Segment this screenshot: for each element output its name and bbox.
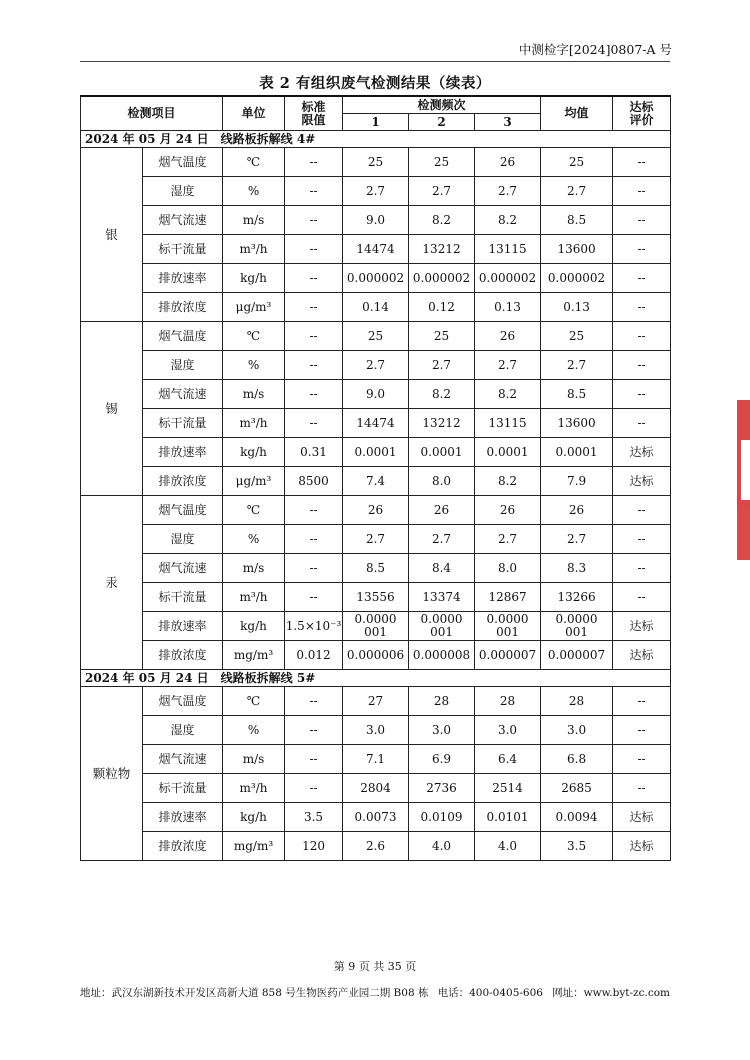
- parameter-cell: 湿度: [143, 716, 223, 745]
- average-cell: 8.5: [541, 380, 613, 409]
- limit-cell: --: [285, 380, 343, 409]
- evaluation-cell: --: [613, 322, 671, 351]
- average-cell: 2685: [541, 774, 613, 803]
- unit-cell: ℃: [223, 322, 285, 351]
- value-3-cell: 2.7: [475, 351, 541, 380]
- table-row: [81, 774, 671, 803]
- parameter-cell: 烟气流速: [143, 554, 223, 583]
- limit-cell: --: [285, 409, 343, 438]
- value-3-cell: 2.7: [475, 177, 541, 206]
- evaluation-cell: --: [613, 687, 671, 716]
- table-row: [81, 264, 671, 293]
- unit-cell: μg/m³: [223, 467, 285, 496]
- col-header-unit: 单位: [223, 96, 285, 131]
- table-row: [81, 206, 671, 235]
- unit-cell: m/s: [223, 380, 285, 409]
- value-3-cell: 0.000007: [475, 641, 541, 670]
- unit-cell: ℃: [223, 687, 285, 716]
- parameter-cell: 烟气温度: [143, 322, 223, 351]
- evaluation-cell: --: [613, 745, 671, 774]
- evaluation-cell: --: [613, 206, 671, 235]
- col-header-item: 检测项目: [81, 96, 223, 131]
- value-1-cell: 0.000006: [343, 641, 409, 670]
- table-row: [81, 612, 671, 641]
- evaluation-cell: --: [613, 293, 671, 322]
- footer: [80, 985, 670, 1000]
- value-1-cell: 27: [343, 687, 409, 716]
- unit-cell: m/s: [223, 206, 285, 235]
- parameter-cell: 烟气温度: [143, 687, 223, 716]
- average-cell: 25: [541, 322, 613, 351]
- value-2-cell: 8.4: [409, 554, 475, 583]
- footer-phone: 电话：400-0405-606: [437, 987, 543, 999]
- value-1-cell: 3.0: [343, 716, 409, 745]
- parameter-cell: 排放速率: [143, 264, 223, 293]
- value-3-cell: 26: [475, 496, 541, 525]
- value-1-cell: 0.14: [343, 293, 409, 322]
- value-3-cell: 12867: [475, 583, 541, 612]
- section-label: 2024 年 05 月 24 日 线路板拆解线 4#: [81, 131, 671, 148]
- value-1-cell: 14474: [343, 409, 409, 438]
- unit-cell: μg/m³: [223, 293, 285, 322]
- value-1-cell: 0.000002: [343, 264, 409, 293]
- value-2-cell: 8.0: [409, 467, 475, 496]
- parameter-cell: 排放浓度: [143, 641, 223, 670]
- average-cell: 0.13: [541, 293, 613, 322]
- average-cell: 13266: [541, 583, 613, 612]
- value-3-cell: 26: [475, 322, 541, 351]
- value-1-cell: 0.0073: [343, 803, 409, 832]
- parameter-cell: 排放浓度: [143, 832, 223, 861]
- col-header-average: 均值: [541, 96, 613, 131]
- value-2-cell: 2.7: [409, 525, 475, 554]
- unit-cell: mg/m³: [223, 832, 285, 861]
- parameter-cell: 烟气流速: [143, 745, 223, 774]
- limit-cell: --: [285, 264, 343, 293]
- footer-website: 网址：www.byt-zc.com: [552, 987, 670, 999]
- parameter-cell: 标干流量: [143, 583, 223, 612]
- table-row: [81, 322, 671, 351]
- average-cell: 0.0094: [541, 803, 613, 832]
- unit-cell: m/s: [223, 554, 285, 583]
- limit-cell: --: [285, 525, 343, 554]
- value-3-cell: 0.13: [475, 293, 541, 322]
- value-3-cell: 26: [475, 148, 541, 177]
- value-1-cell: 9.0: [343, 206, 409, 235]
- test-item: 锡: [81, 322, 143, 496]
- table-row: [81, 716, 671, 745]
- table-row: [81, 583, 671, 612]
- value-3-cell: 6.4: [475, 745, 541, 774]
- value-2-cell: 2736: [409, 774, 475, 803]
- limit-cell: --: [285, 293, 343, 322]
- value-1-cell: 7.1: [343, 745, 409, 774]
- unit-cell: m³/h: [223, 235, 285, 264]
- results-table: [80, 95, 671, 861]
- evaluation-cell: --: [613, 177, 671, 206]
- limit-cell: --: [285, 496, 343, 525]
- parameter-cell: 烟气流速: [143, 206, 223, 235]
- parameter-cell: 湿度: [143, 177, 223, 206]
- average-cell: 3.0: [541, 716, 613, 745]
- value-2-cell: 25: [409, 322, 475, 351]
- table-row: [81, 467, 671, 496]
- table-row: [81, 803, 671, 832]
- limit-cell: --: [285, 322, 343, 351]
- col-header-freq-1: 1: [343, 114, 409, 131]
- parameter-cell: 烟气流速: [143, 380, 223, 409]
- evaluation-cell: 达标: [613, 612, 671, 641]
- parameter-cell: 排放速率: [143, 803, 223, 832]
- value-3-cell: 28: [475, 687, 541, 716]
- evaluation-cell: 达标: [613, 803, 671, 832]
- value-1-cell: 14474: [343, 235, 409, 264]
- value-2-cell: 26: [409, 496, 475, 525]
- average-cell: 2.7: [541, 177, 613, 206]
- unit-cell: kg/h: [223, 803, 285, 832]
- table-row: [81, 554, 671, 583]
- limit-cell: --: [285, 148, 343, 177]
- col-header-frequency: 检测频次: [343, 96, 541, 114]
- evaluation-cell: --: [613, 351, 671, 380]
- value-2-cell: 0.000002: [409, 264, 475, 293]
- unit-cell: %: [223, 525, 285, 554]
- evaluation-cell: --: [613, 380, 671, 409]
- limit-cell: --: [285, 554, 343, 583]
- value-1-cell: 2.6: [343, 832, 409, 861]
- evaluation-cell: --: [613, 148, 671, 177]
- average-cell: 8.5: [541, 206, 613, 235]
- parameter-cell: 烟气温度: [143, 496, 223, 525]
- value-2-cell: 13212: [409, 235, 475, 264]
- test-item: 银: [81, 148, 143, 322]
- value-1-cell: 7.4: [343, 467, 409, 496]
- table-row: [81, 351, 671, 380]
- parameter-cell: 排放速率: [143, 612, 223, 641]
- limit-cell: 0.012: [285, 641, 343, 670]
- table-row: [81, 235, 671, 264]
- average-cell: 3.5: [541, 832, 613, 861]
- parameter-cell: 湿度: [143, 351, 223, 380]
- average-cell: 7.9: [541, 467, 613, 496]
- section-header-row: [81, 131, 671, 148]
- col-header-limit: 标准 限值: [285, 96, 343, 131]
- value-1-cell: 0.0001: [343, 438, 409, 467]
- table-row: [81, 438, 671, 467]
- report-number: 中测检字[2024]0807-A 号: [518, 42, 672, 57]
- unit-cell: %: [223, 716, 285, 745]
- value-2-cell: 0.0109: [409, 803, 475, 832]
- limit-cell: --: [285, 687, 343, 716]
- col-header-freq-3: 3: [475, 114, 541, 131]
- evaluation-cell: 达标: [613, 832, 671, 861]
- parameter-cell: 标干流量: [143, 774, 223, 803]
- unit-cell: m³/h: [223, 409, 285, 438]
- limit-cell: --: [285, 235, 343, 264]
- parameter-cell: 排放浓度: [143, 293, 223, 322]
- limit-cell: --: [285, 745, 343, 774]
- test-item: 汞: [81, 496, 143, 670]
- value-3-cell: 2.7: [475, 525, 541, 554]
- unit-cell: mg/m³: [223, 641, 285, 670]
- value-3-cell: 8.0: [475, 554, 541, 583]
- page-number: 第 9 页 共 35 页: [333, 960, 417, 973]
- col-header-freq-2: 2: [409, 114, 475, 131]
- average-cell: 0.000002: [541, 264, 613, 293]
- table-row: [81, 177, 671, 206]
- table-row: [81, 293, 671, 322]
- results-body: [81, 131, 671, 861]
- evaluation-cell: --: [613, 774, 671, 803]
- value-1-cell: 26: [343, 496, 409, 525]
- value-3-cell: 8.2: [475, 380, 541, 409]
- average-cell: 2.7: [541, 351, 613, 380]
- value-2-cell: 8.2: [409, 380, 475, 409]
- value-1-cell: 25: [343, 148, 409, 177]
- parameter-cell: 烟气温度: [143, 148, 223, 177]
- limit-cell: --: [285, 177, 343, 206]
- table-row: [81, 687, 671, 716]
- value-3-cell: 8.2: [475, 206, 541, 235]
- value-3-cell: 13115: [475, 235, 541, 264]
- limit-cell: --: [285, 206, 343, 235]
- unit-cell: m/s: [223, 745, 285, 774]
- value-3-cell: 0.0000 001: [475, 612, 541, 641]
- parameter-cell: 排放浓度: [143, 467, 223, 496]
- value-2-cell: 0.12: [409, 293, 475, 322]
- value-2-cell: 2.7: [409, 177, 475, 206]
- average-cell: 13600: [541, 235, 613, 264]
- value-3-cell: 3.0: [475, 716, 541, 745]
- limit-cell: --: [285, 774, 343, 803]
- table-row: [81, 641, 671, 670]
- value-2-cell: 13212: [409, 409, 475, 438]
- limit-cell: --: [285, 716, 343, 745]
- value-2-cell: 28: [409, 687, 475, 716]
- unit-cell: ℃: [223, 148, 285, 177]
- value-2-cell: 0.0000 001: [409, 612, 475, 641]
- table-row: [81, 832, 671, 861]
- value-2-cell: 6.9: [409, 745, 475, 774]
- parameter-cell: 排放速率: [143, 438, 223, 467]
- value-2-cell: 13374: [409, 583, 475, 612]
- value-1-cell: 9.0: [343, 380, 409, 409]
- value-1-cell: 0.0000 001: [343, 612, 409, 641]
- average-cell: 13600: [541, 409, 613, 438]
- value-1-cell: 13556: [343, 583, 409, 612]
- average-cell: 25: [541, 148, 613, 177]
- parameter-cell: 标干流量: [143, 409, 223, 438]
- table-row: [81, 148, 671, 177]
- value-3-cell: 0.0001: [475, 438, 541, 467]
- value-2-cell: 0.0001: [409, 438, 475, 467]
- evaluation-cell: --: [613, 554, 671, 583]
- evaluation-cell: 达标: [613, 641, 671, 670]
- average-cell: 28: [541, 687, 613, 716]
- unit-cell: m³/h: [223, 583, 285, 612]
- value-2-cell: 3.0: [409, 716, 475, 745]
- value-1-cell: 8.5: [343, 554, 409, 583]
- limit-cell: --: [285, 351, 343, 380]
- seal-stamp-edge: [737, 400, 750, 560]
- value-2-cell: 0.000008: [409, 641, 475, 670]
- table-title: 表 2 有组织废气检测结果（续表）: [259, 75, 491, 92]
- parameter-cell: 湿度: [143, 525, 223, 554]
- average-cell: 6.8: [541, 745, 613, 774]
- evaluation-cell: --: [613, 496, 671, 525]
- section-label: 2024 年 05 月 24 日 线路板拆解线 5#: [81, 670, 671, 687]
- average-cell: 8.3: [541, 554, 613, 583]
- unit-cell: kg/h: [223, 264, 285, 293]
- limit-cell: 120: [285, 832, 343, 861]
- unit-cell: kg/h: [223, 438, 285, 467]
- evaluation-cell: 达标: [613, 467, 671, 496]
- test-item: 颗粒物: [81, 687, 143, 861]
- table-row: [81, 525, 671, 554]
- limit-cell: 1.5×10⁻³: [285, 612, 343, 641]
- unit-cell: %: [223, 177, 285, 206]
- value-1-cell: 2804: [343, 774, 409, 803]
- footer-address: 地址：武汉东湖新技术开发区高新大道 858 号生物医药产业园二期 B08 栋: [80, 987, 429, 999]
- average-cell: 0.0001: [541, 438, 613, 467]
- value-3-cell: 0.0101: [475, 803, 541, 832]
- evaluation-cell: --: [613, 409, 671, 438]
- limit-cell: 3.5: [285, 803, 343, 832]
- average-cell: 2.7: [541, 525, 613, 554]
- evaluation-cell: --: [613, 525, 671, 554]
- table-row: [81, 409, 671, 438]
- value-1-cell: 2.7: [343, 177, 409, 206]
- value-1-cell: 25: [343, 322, 409, 351]
- value-2-cell: 2.7: [409, 351, 475, 380]
- col-header-evaluation: 达标 评价: [613, 96, 671, 131]
- header-divider: [80, 61, 670, 62]
- unit-cell: ℃: [223, 496, 285, 525]
- table-row: [81, 380, 671, 409]
- limit-cell: 8500: [285, 467, 343, 496]
- value-3-cell: 0.000002: [475, 264, 541, 293]
- limit-cell: --: [285, 583, 343, 612]
- evaluation-cell: --: [613, 716, 671, 745]
- table-row: [81, 745, 671, 774]
- evaluation-cell: 达标: [613, 438, 671, 467]
- average-cell: 0.000007: [541, 641, 613, 670]
- value-1-cell: 2.7: [343, 351, 409, 380]
- evaluation-cell: --: [613, 235, 671, 264]
- value-3-cell: 2514: [475, 774, 541, 803]
- average-cell: 0.0000 001: [541, 612, 613, 641]
- value-2-cell: 4.0: [409, 832, 475, 861]
- value-3-cell: 8.2: [475, 467, 541, 496]
- unit-cell: %: [223, 351, 285, 380]
- value-1-cell: 2.7: [343, 525, 409, 554]
- evaluation-cell: --: [613, 583, 671, 612]
- average-cell: 26: [541, 496, 613, 525]
- value-2-cell: 25: [409, 148, 475, 177]
- unit-cell: m³/h: [223, 774, 285, 803]
- value-3-cell: 4.0: [475, 832, 541, 861]
- parameter-cell: 标干流量: [143, 235, 223, 264]
- value-3-cell: 13115: [475, 409, 541, 438]
- table-row: [81, 496, 671, 525]
- value-2-cell: 8.2: [409, 206, 475, 235]
- evaluation-cell: --: [613, 264, 671, 293]
- unit-cell: kg/h: [223, 612, 285, 641]
- limit-cell: 0.31: [285, 438, 343, 467]
- section-header-row: [81, 670, 671, 687]
